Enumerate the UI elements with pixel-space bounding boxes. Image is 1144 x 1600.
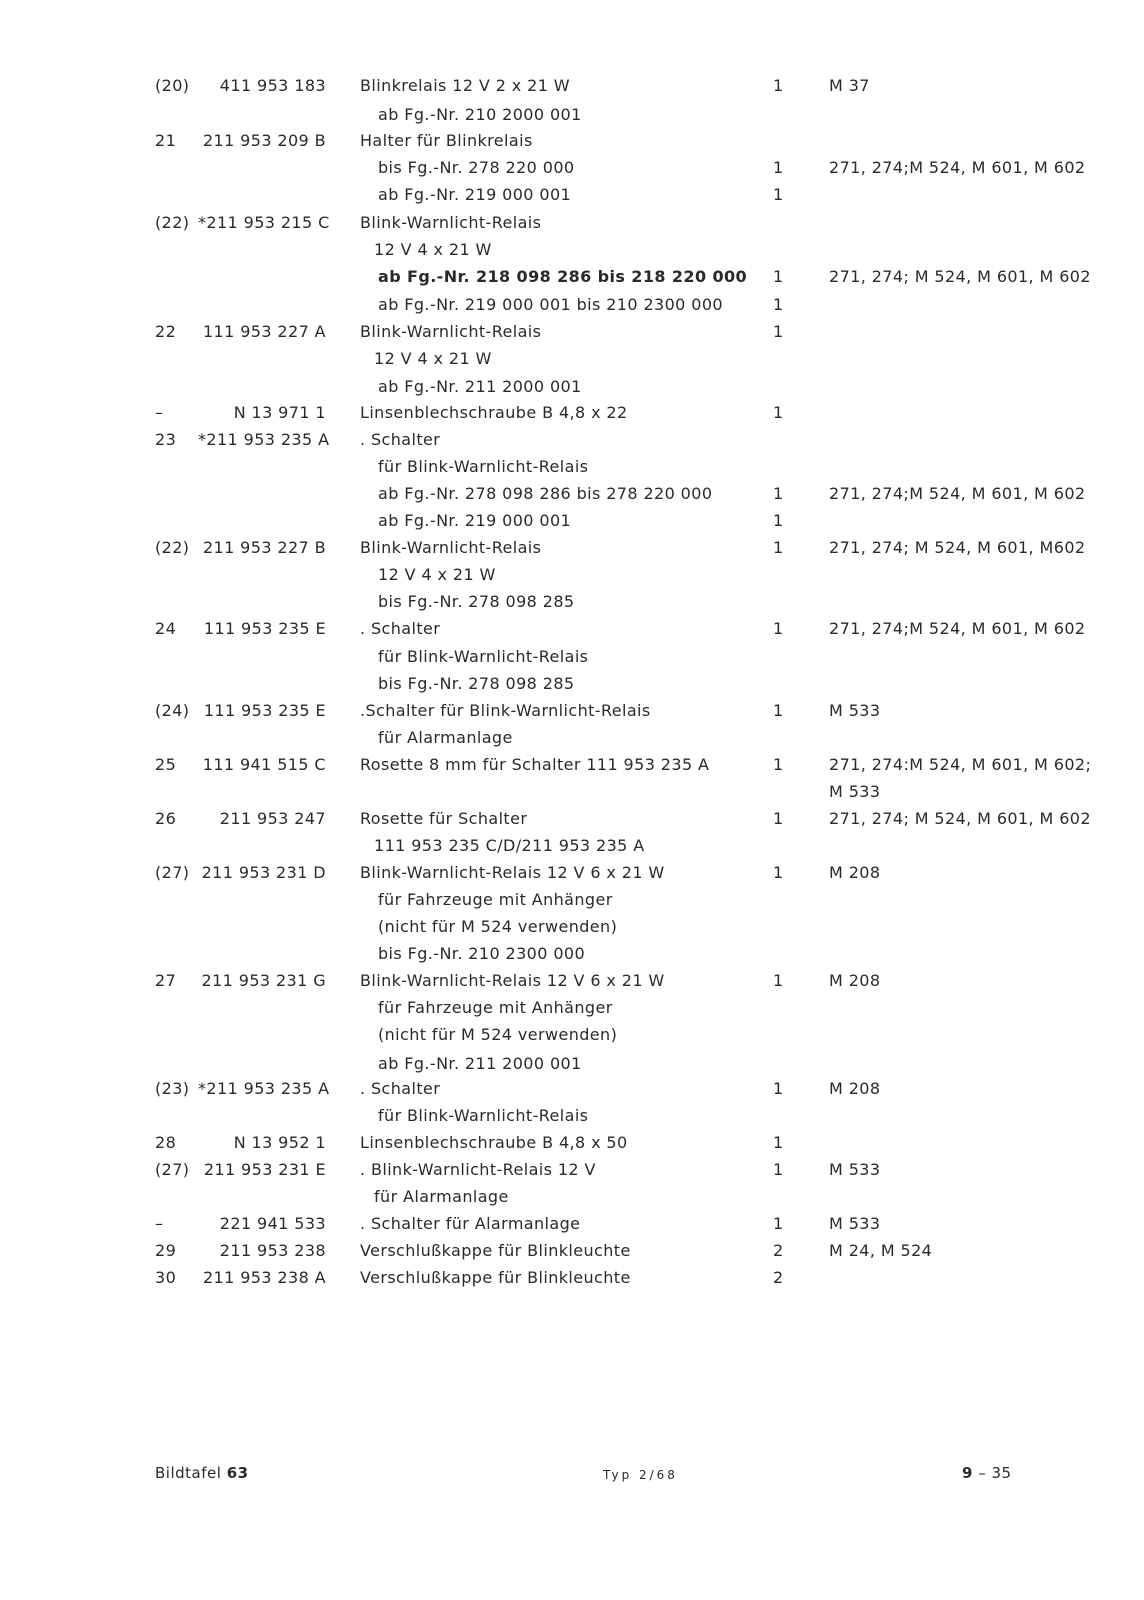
table-row xyxy=(0,534,1144,561)
table-row xyxy=(0,751,1144,778)
table-row xyxy=(0,697,1144,724)
position-number: (22) xyxy=(155,213,190,232)
remark: M 533 xyxy=(829,1214,881,1233)
description: ab Fg.-Nr. 211 2000 001 xyxy=(378,1054,582,1073)
description: Linsenblechschraube B 4,8 x 22 xyxy=(360,403,628,422)
description: 12 V 4 x 21 W xyxy=(378,565,496,584)
remark: 271, 274; M 524, M 601, M 602 xyxy=(829,267,1091,286)
remark: M 24, M 524 xyxy=(829,1241,933,1260)
description: ab Fg.-Nr. 219 000 001 xyxy=(378,511,572,530)
position-number: 25 xyxy=(155,755,177,774)
description: für Blink-Warnlicht-Relais xyxy=(378,1106,589,1125)
quantity: 1 xyxy=(773,158,784,177)
table-row xyxy=(0,373,1144,400)
table-row xyxy=(0,994,1144,1021)
description: ab Fg.-Nr. 278 098 286 bis 278 220 000 xyxy=(378,484,713,503)
part-number: *211 953 235 A xyxy=(198,1079,330,1098)
description: Blink-Warnlicht-Relais xyxy=(360,322,542,341)
remark: 271, 274:M 524, M 601, M 602; xyxy=(829,755,1092,774)
description: ab Fg.-Nr. 219 000 001 bis 210 2300 000 xyxy=(378,295,723,314)
table-row xyxy=(0,263,1144,290)
table-row xyxy=(0,1021,1144,1048)
description: . Schalter für Alarmanlage xyxy=(360,1214,581,1233)
part-number: 211 953 238 A xyxy=(202,1268,326,1287)
page-number xyxy=(962,1464,1012,1482)
table-row xyxy=(0,832,1144,859)
quantity: 1 xyxy=(773,295,784,314)
page-section: 9 xyxy=(962,1464,973,1482)
description: bis Fg.-Nr. 210 2300 000 xyxy=(378,944,586,963)
type-label: Typ 2/68 xyxy=(603,1468,678,1482)
part-number: 211 953 231 G xyxy=(201,971,326,990)
description: . Schalter xyxy=(360,619,441,638)
table-row xyxy=(0,291,1144,318)
quantity: 1 xyxy=(773,538,784,557)
part-number: 211 953 231 D xyxy=(201,863,326,882)
description: Blink-Warnlicht-Relais xyxy=(360,213,542,232)
plate-reference xyxy=(155,1464,249,1482)
table-row xyxy=(0,1264,1144,1291)
quantity: 1 xyxy=(773,267,784,286)
quantity: 1 xyxy=(773,1160,784,1179)
table-row xyxy=(0,507,1144,534)
table-row xyxy=(0,778,1144,805)
remark: 271, 274; M 524, M 601, M602 xyxy=(829,538,1086,557)
position-number: – xyxy=(155,1214,164,1233)
position-number: (24) xyxy=(155,701,190,720)
position-number: 23 xyxy=(155,430,177,449)
table-row xyxy=(0,426,1144,453)
part-number: 211 953 231 E xyxy=(203,1160,326,1179)
quantity: 1 xyxy=(773,403,784,422)
table-row xyxy=(0,588,1144,615)
description: für Alarmanlage xyxy=(374,1187,509,1206)
description: bis Fg.-Nr. 278 098 285 xyxy=(378,592,575,611)
page-number-value: 35 xyxy=(991,1464,1012,1482)
quantity: 1 xyxy=(773,484,784,503)
page-separator: – xyxy=(978,1464,987,1482)
part-number: 211 953 209 B xyxy=(202,131,326,150)
position-number: (23) xyxy=(155,1079,190,1098)
quantity: 1 xyxy=(773,511,784,530)
quantity: 1 xyxy=(773,76,784,95)
remark: 271, 274;M 524, M 601, M 602 xyxy=(829,484,1086,503)
table-row xyxy=(0,236,1144,263)
remark: M 533 xyxy=(829,1160,881,1179)
part-number: *211 953 235 A xyxy=(198,430,330,449)
quantity: 1 xyxy=(773,863,784,882)
remark: M 208 xyxy=(829,863,881,882)
description: (nicht für M 524 verwenden) xyxy=(378,1025,618,1044)
position-number: (22) xyxy=(155,538,190,557)
description: für Fahrzeuge mit Anhänger xyxy=(378,998,613,1017)
part-number: N 13 971 1 xyxy=(233,403,326,422)
description: Verschlußkappe für Blinkleuchte xyxy=(360,1241,631,1260)
table-row xyxy=(0,1075,1144,1102)
table-row xyxy=(0,886,1144,913)
position-number: 27 xyxy=(155,971,177,990)
part-number: 221 941 533 xyxy=(219,1214,326,1233)
table-row xyxy=(0,209,1144,236)
table-row xyxy=(0,181,1144,208)
position-number: 28 xyxy=(155,1133,177,1152)
table-row xyxy=(0,1210,1144,1237)
table-row xyxy=(0,480,1144,507)
description: ab Fg.-Nr. 210 2000 001 xyxy=(378,105,582,124)
description: bis Fg.-Nr. 278 098 285 xyxy=(378,674,575,693)
description: ab Fg.-Nr. 211 2000 001 xyxy=(378,377,582,396)
quantity: 1 xyxy=(773,322,784,341)
description: ab Fg.-Nr. 219 000 001 xyxy=(378,185,572,204)
part-number: 111 953 227 A xyxy=(202,322,326,341)
part-number: 111 953 235 E xyxy=(203,701,326,720)
table-row xyxy=(0,805,1144,832)
table-row xyxy=(0,967,1144,994)
table-row xyxy=(0,670,1144,697)
remark: 271, 274;M 524, M 601, M 602 xyxy=(829,619,1086,638)
quantity: 1 xyxy=(773,619,784,638)
position-number: 29 xyxy=(155,1241,177,1260)
table-row xyxy=(0,1183,1144,1210)
description: 12 V 4 x 21 W xyxy=(374,240,492,259)
table-row xyxy=(0,1050,1144,1077)
quantity: 1 xyxy=(773,1133,784,1152)
description: Verschlußkappe für Blinkleuchte xyxy=(360,1268,631,1287)
description: .Schalter für Blink-Warnlicht-Relais xyxy=(360,701,651,720)
description: für Fahrzeuge mit Anhänger xyxy=(378,890,613,909)
description: . Schalter xyxy=(360,430,441,449)
table-row xyxy=(0,913,1144,940)
table-row xyxy=(0,643,1144,670)
plate-number: 63 xyxy=(226,1464,249,1482)
description: (nicht für M 524 verwenden) xyxy=(378,917,618,936)
description: 111 953 235 C/D/211 953 235 A xyxy=(374,836,645,855)
remark: 271, 274;M 524, M 601, M 602 xyxy=(829,158,1086,177)
table-row xyxy=(0,940,1144,967)
remark: M 533 xyxy=(829,701,881,720)
quantity: 1 xyxy=(773,185,784,204)
part-number: 211 953 247 xyxy=(219,809,326,828)
description: . Schalter xyxy=(360,1079,441,1098)
position-number: 24 xyxy=(155,619,177,638)
table-row xyxy=(0,1237,1144,1264)
table-row xyxy=(0,615,1144,642)
quantity: 1 xyxy=(773,809,784,828)
description: für Alarmanlage xyxy=(378,728,513,747)
position-number: 26 xyxy=(155,809,177,828)
table-row xyxy=(0,1156,1144,1183)
table-row xyxy=(0,101,1144,128)
part-number: *211 953 215 C xyxy=(198,213,330,232)
table-row xyxy=(0,859,1144,886)
part-number: 111 953 235 E xyxy=(203,619,326,638)
position-number: (27) xyxy=(155,1160,190,1179)
table-row xyxy=(0,345,1144,372)
table-row xyxy=(0,1102,1144,1129)
position-number: 30 xyxy=(155,1268,177,1287)
description: für Blink-Warnlicht-Relais xyxy=(378,647,589,666)
position-number: – xyxy=(155,403,164,422)
position-number: 22 xyxy=(155,322,177,341)
table-row xyxy=(0,561,1144,588)
part-number: 211 953 238 xyxy=(219,1241,326,1260)
part-number: 211 953 227 B xyxy=(202,538,326,557)
description: bis Fg.-Nr. 278 220 000 xyxy=(378,158,575,177)
table-row xyxy=(0,399,1144,426)
table-row xyxy=(0,154,1144,181)
quantity: 1 xyxy=(773,755,784,774)
quantity: 1 xyxy=(773,971,784,990)
remark: M 533 xyxy=(829,782,881,801)
part-number: 111 941 515 C xyxy=(202,755,326,774)
description: Blink-Warnlicht-Relais 12 V 6 x 21 W xyxy=(360,863,665,882)
position-number: 21 xyxy=(155,131,177,150)
description: Rosette 8 mm für Schalter 111 953 235 A xyxy=(360,755,710,774)
remark: 271, 274; M 524, M 601, M 602 xyxy=(829,809,1091,828)
quantity: 1 xyxy=(773,1214,784,1233)
quantity: 1 xyxy=(773,1079,784,1098)
part-number: 411 953 183 xyxy=(219,76,326,95)
table-row xyxy=(0,72,1144,99)
table-row xyxy=(0,127,1144,154)
quantity: 1 xyxy=(773,701,784,720)
description: 12 V 4 x 21 W xyxy=(374,349,492,368)
description: Blink-Warnlicht-Relais xyxy=(360,538,542,557)
remark: M 208 xyxy=(829,971,881,990)
description: Halter für Blinkrelais xyxy=(360,131,533,150)
quantity: 2 xyxy=(773,1268,784,1287)
table-row xyxy=(0,1129,1144,1156)
description: für Blink-Warnlicht-Relais xyxy=(378,457,589,476)
table-row xyxy=(0,318,1144,345)
remark: M 37 xyxy=(829,76,870,95)
plate-label: Bildtafel xyxy=(155,1464,222,1482)
position-number: (20) xyxy=(155,76,190,95)
quantity: 2 xyxy=(773,1241,784,1260)
position-number: (27) xyxy=(155,863,190,882)
remark: M 208 xyxy=(829,1079,881,1098)
table-row xyxy=(0,724,1144,751)
description: . Blink-Warnlicht-Relais 12 V xyxy=(360,1160,596,1179)
description: ab Fg.-Nr. 218 098 286 bis 218 220 000 xyxy=(378,267,748,286)
description: Blinkrelais 12 V 2 x 21 W xyxy=(360,76,571,95)
description: Linsenblechschraube B 4,8 x 50 xyxy=(360,1133,628,1152)
table-row xyxy=(0,453,1144,480)
description: Blink-Warnlicht-Relais 12 V 6 x 21 W xyxy=(360,971,665,990)
description: Rosette für Schalter xyxy=(360,809,528,828)
part-number: N 13 952 1 xyxy=(233,1133,326,1152)
